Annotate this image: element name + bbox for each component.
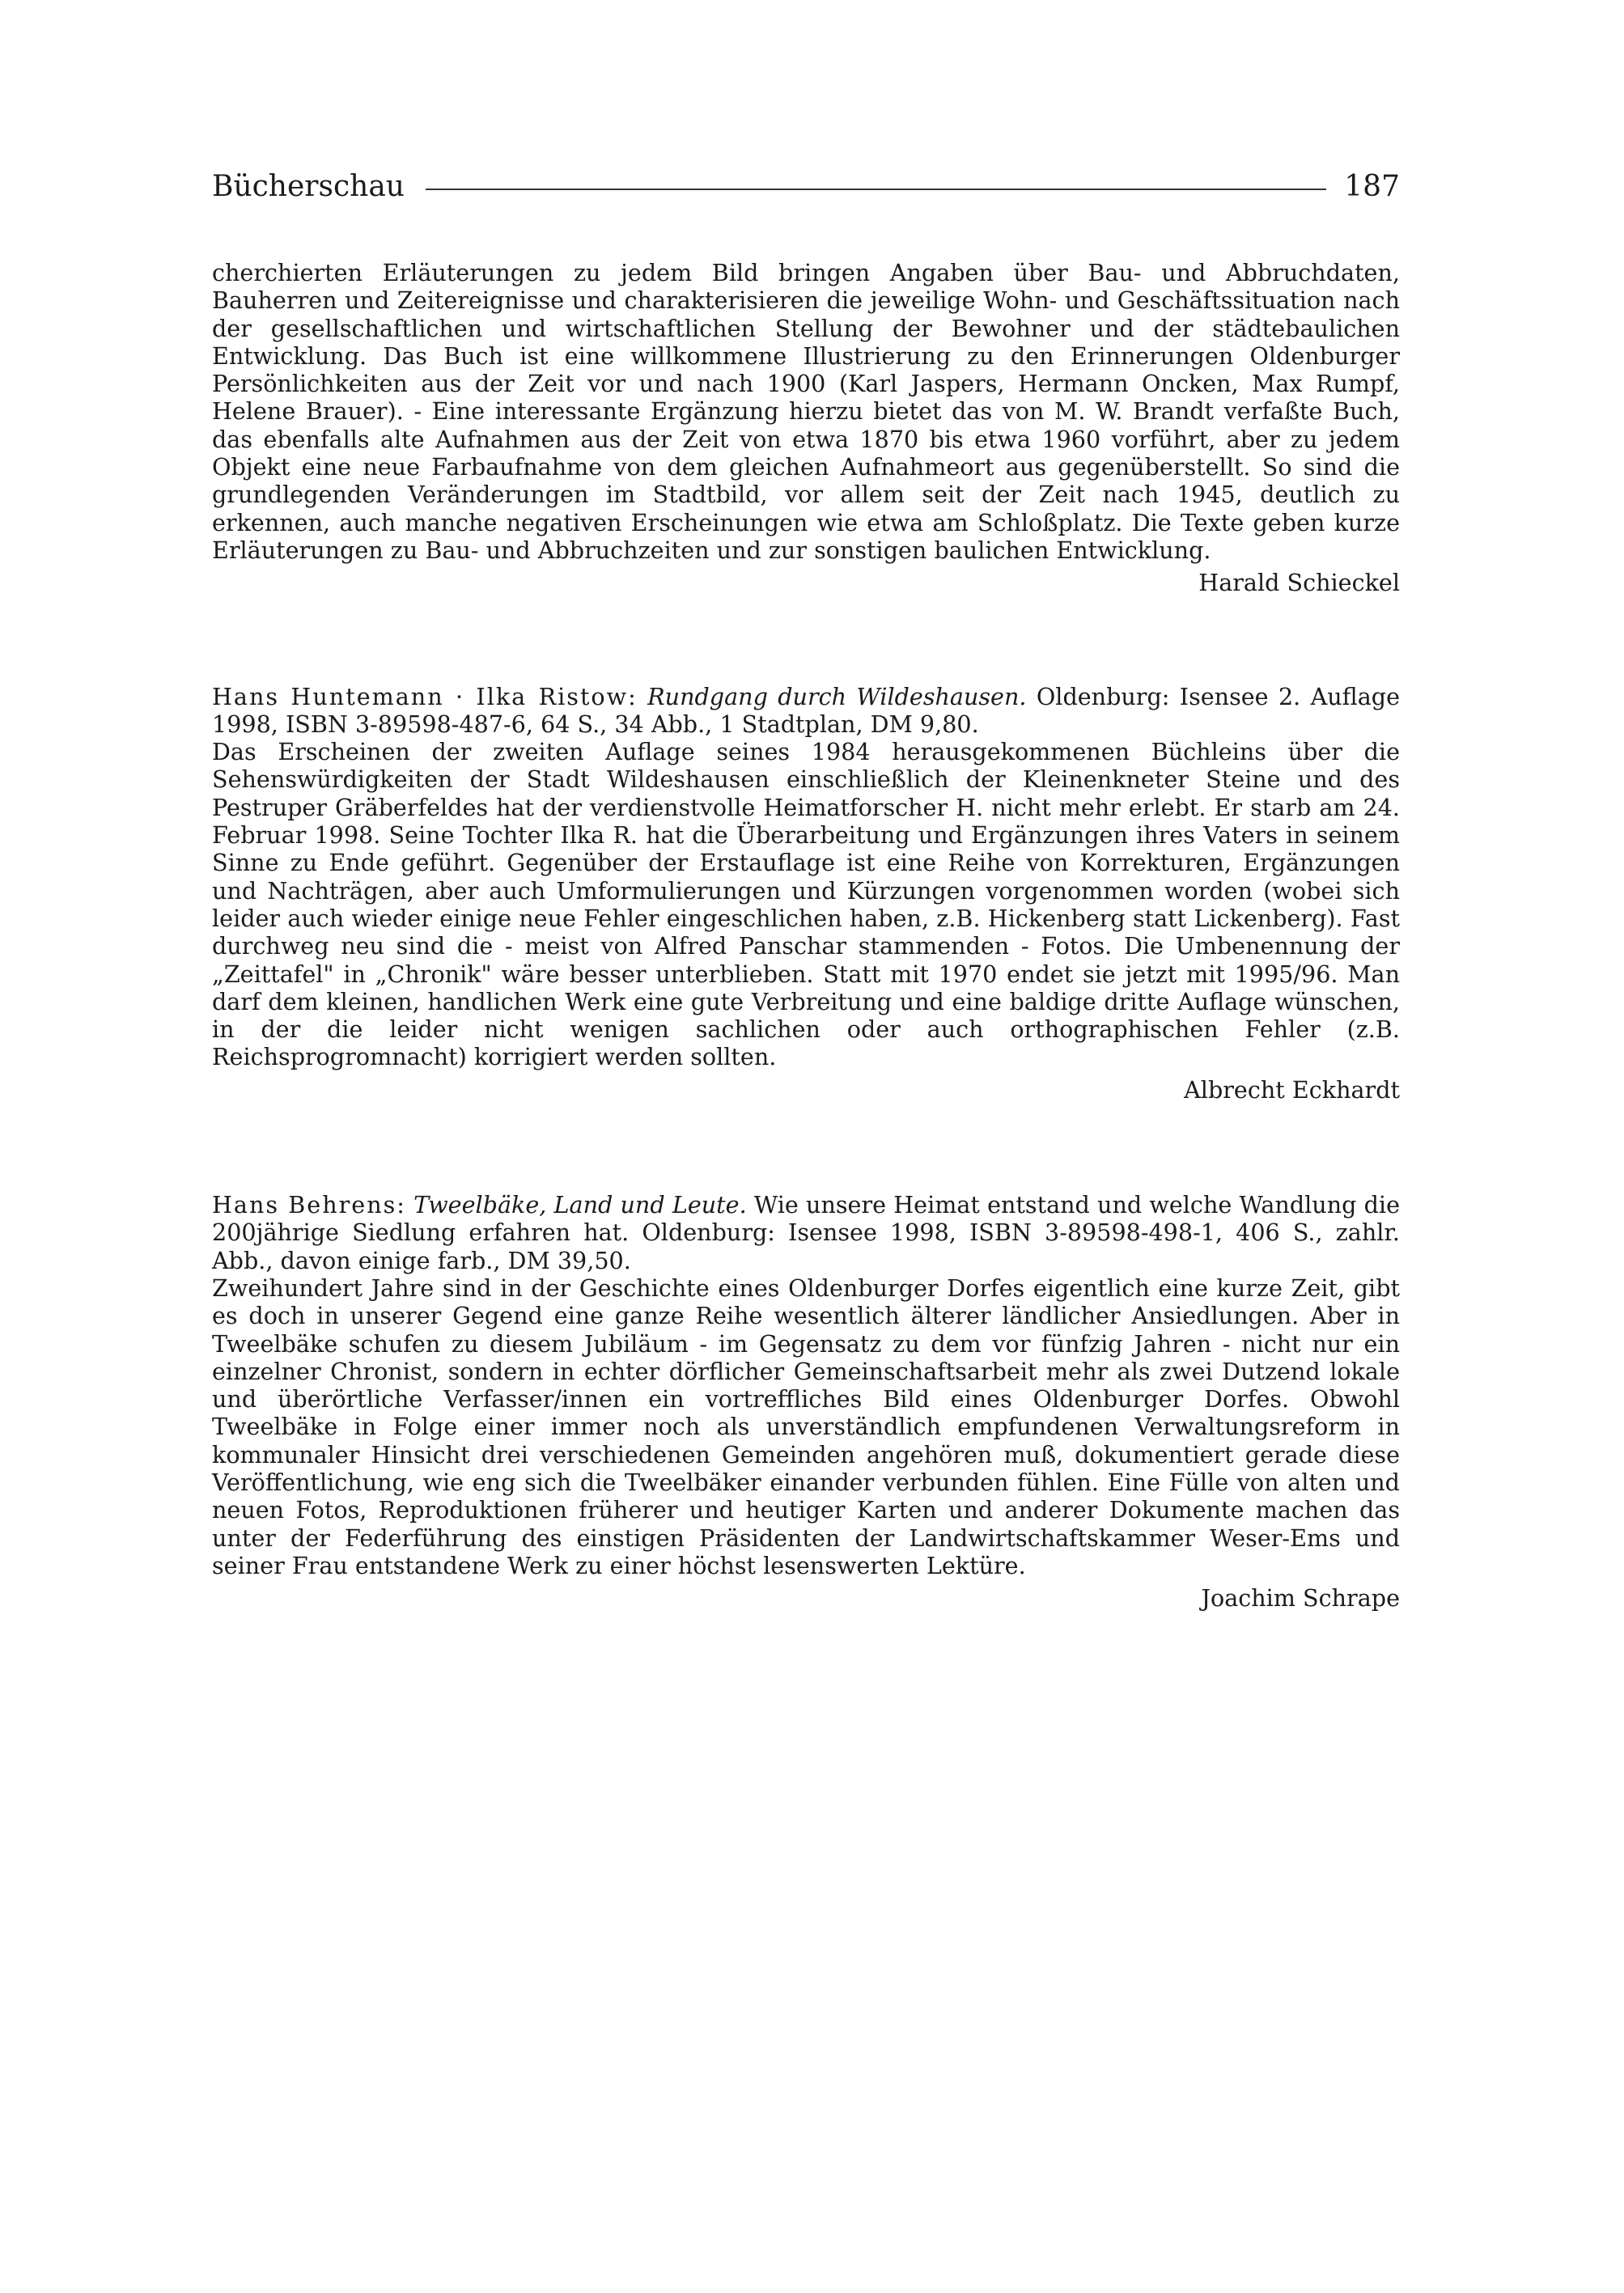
- book-author: Hans Behrens:: [212, 1191, 406, 1219]
- review-tweelbaeke: [212, 1191, 1400, 1612]
- reviewer-signature: Albrecht Eckhardt: [1184, 1075, 1400, 1104]
- book-author: Hans Huntemann · Ilka Ristow:: [212, 682, 638, 710]
- review-text: Das Erscheinen der zweiten Auflage seines 1984 herausgekommenen Büchleins über die Sehenswürdigkeiten der Stadt Wildeshausen einschließlich der Kleinenkneter Steine und des Pestruper Gräberfeldes hat der verdienstvolle Heimatforscher H. nicht mehr erlebt. Er starb am 24. Februar 1998. Seine Tochter Ilka R. hat die Überarbeitung und Ergänzungen ihres Vaters in seinem Sinne zu Ende geführt. Gegenüber der Erstauflage ist eine Reihe von Korrekturen, Ergänzungen und Nachträgen, aber auch Umformulierungen und Kürzungen vorgenommen worden (wobei sich leider auch wieder einige neue Fehler eingeschlichen haben, z.B. Hickenberg statt Lickenberg). Fast durchweg neu sind die - meist von Alfred Panschar stammenden - Fotos. Die Umbenennung der „Zeittafel" in „Chronik" wäre besser unterblieben. Statt mit 1970 endet sie jetzt mit 1995/96. Man darf dem kleinen, handlichen Werk eine gute Verbreitung und eine baldige dritte Auflage wünschen, in der die leider nicht wenigen sachlichen oder auch orthographischen Fehler (z.B. Reichsprogromnacht) korrigiert werden sollten.: [212, 738, 1400, 1071]
- running-title: Bücherschau: [212, 169, 405, 203]
- book-details: Oldenburg: Isensee 2. Auflage 1998, ISBN 3-89598-487-6, 64 S., 34 Abb., 1 Stadtplan, DM 9,80.: [212, 682, 1401, 738]
- page-number: 187: [1344, 169, 1400, 203]
- reviewer-signature: Joachim Schrape: [1201, 1584, 1400, 1613]
- review-text: Zweihundert Jahre sind in der Geschichte eines Oldenburger Dorfes eigentlich eine kurze Zeit, gibt es doch in unserer Gegend eine ganze Reihe wesentlich älterer ländlicher Ansiedlungen. Aber in Tweelbäke schufen zu diesem Jubiläum - im Gegensatz zu dem vor fünfzig Jahren - nicht nur ein einzelner Chronist, sondern in echter dörflicher Gemeinschaftsarbeit mehr als zwei Dutzend lokale und überörtliche Verfasser/innen ein vortreffliches Bild eines Oldenburger Dorfes. Obwohl Tweelbäke in Folge einer immer noch als unverständlich empfundenen Verwaltungsreform in kommunaler Hinsicht drei verschiedenen Gemeinden angehören muß, dokumentiert gerade diese Veröffentlichung, wie eng sich die Tweelbäker einander verbunden fühlen. Eine Fülle von alten und neuen Fotos, Reproduktionen früherer und heutiger Karten und anderer Dokumente machen das unter der Federführung des einstigen Präsidenten der Landwirtschaftskammer Weser-Ems und seiner Frau entstandene Werk zu einer höchst lesenswerten Lektüre.: [212, 1274, 1400, 1579]
- review-rundgang-wildeshausen: [212, 683, 1400, 1104]
- book-citation: [212, 1191, 1400, 1274]
- review-continued: [212, 259, 1400, 597]
- reviewer-signature: Harald Schieckel: [1198, 569, 1400, 597]
- page-body: [212, 259, 1400, 1612]
- header-rule: [426, 189, 1326, 190]
- running-header: [212, 166, 1400, 206]
- book-title: Rundgang durch Wildeshausen.: [647, 682, 1027, 710]
- review-text: cherchierten Erläuterungen zu jedem Bild bringen Angaben über Bau- und Abbruchdaten, Bauherren und Zeitereignisse und charakterisieren die jeweilige Wohn- und Geschäftssituation nach der gesellschaftlichen und wirtschaftlichen Stellung der Bewohner und der städtebaulichen Entwicklung. Das Buch ist eine willkommene Illustrierung zu den Erinnerungen Oldenburger Persönlichkeiten aus der Zeit vor und nach 1900 (Karl Jaspers, Hermann Oncken, Max Rumpf, Helene Brauer). - Eine interessante Ergänzung hierzu bietet das von M. W. Brandt verfaßte Buch, das ebenfalls alte Aufnahmen aus der Zeit von etwa 1870 bis etwa 1960 vorführt, aber zu jedem Objekt eine neue Farbaufnahme von dem gleichen Aufnahmeort aus gegenüberstellt. So sind die grundlegenden Veränderungen im Stadtbild, vor allem seit der Zeit nach 1945, deutlich zu erkennen, auch manche negativen Erscheinungen wie etwa am Schloßplatz. Die Texte geben kurze Erläuterungen zu Bau- und Abbruchzeiten und zur sonstigen baulichen Entwicklung.: [212, 259, 1400, 564]
- book-details: Wie unsere Heimat entstand und welche Wandlung die 200jährige Siedlung erfahren hat. Oldenburg: Isensee 1998, ISBN 3-89598-498-1, 406 S., zahlr. Abb., davon einige farb., DM 39,50.: [212, 1191, 1400, 1274]
- book-title: Tweelbäke, Land und Leute.: [413, 1191, 747, 1219]
- book-citation: [212, 683, 1400, 739]
